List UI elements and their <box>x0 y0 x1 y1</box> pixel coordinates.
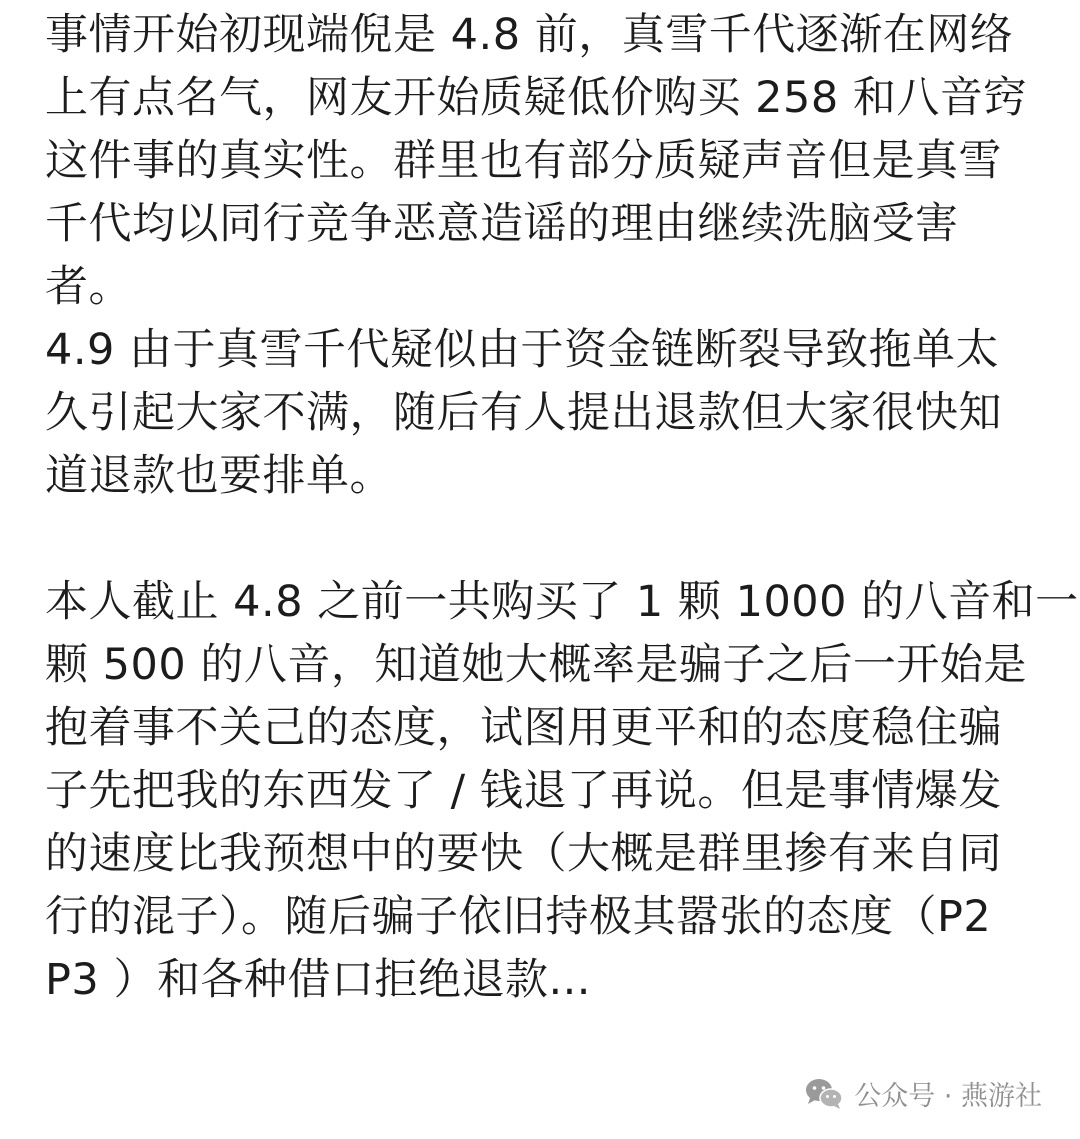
text-line: 本人截止 4.8 之前一共购买了 1 颗 1000 的八音和一 <box>45 577 1079 627</box>
text-line: 行的混子）。随后骗子依旧持极其嚣张的态度（P2 <box>45 892 992 942</box>
paragraph-1 <box>45 4 1035 508</box>
text-line: 4.9 由于真雪千代疑似由于资金链断裂导致拖单太 <box>45 325 1000 375</box>
watermark-text: 公众号 · 燕游社 <box>854 1081 1042 1112</box>
text-line: 子先把我的东西发了 / 钱退了再说。但是事情爆发 <box>45 766 1002 816</box>
paragraph-spacer <box>45 508 1035 571</box>
source-watermark <box>800 1072 1046 1115</box>
text-line: 者。 <box>45 262 132 312</box>
text-line: 颗 500 的八音，知道她大概率是骗子之后一开始是 <box>45 640 1027 690</box>
text-line: 上有点名气，网友开始质疑低价购买 258 和八音窍 <box>45 73 1027 123</box>
wechat-icon <box>804 1077 844 1111</box>
text-line: P3 ）和各种借口拒绝退款... <box>45 955 591 1005</box>
text-line: 这件事的真实性。群里也有部分质疑声音但是真雪 <box>45 136 1002 186</box>
text-line: 千代均以同行竞争恶意造谣的理由继续洗脑受害 <box>45 199 959 249</box>
paragraph-2 <box>45 571 1079 1012</box>
text-line: 道退款也要排单。 <box>45 451 393 501</box>
text-line: 抱着事不关己的态度，试图用更平和的态度稳住骗 <box>45 703 1002 753</box>
text-line: 的速度比我预想中的要快（大概是群里掺有来自同 <box>45 829 1002 879</box>
text-line: 久引起大家不满，随后有人提出退款但大家很快知 <box>45 388 1002 438</box>
article-body <box>45 4 1079 1012</box>
text-line: 事情开始初现端倪是 4.8 前，真雪千代逐渐在网络 <box>45 10 1014 60</box>
